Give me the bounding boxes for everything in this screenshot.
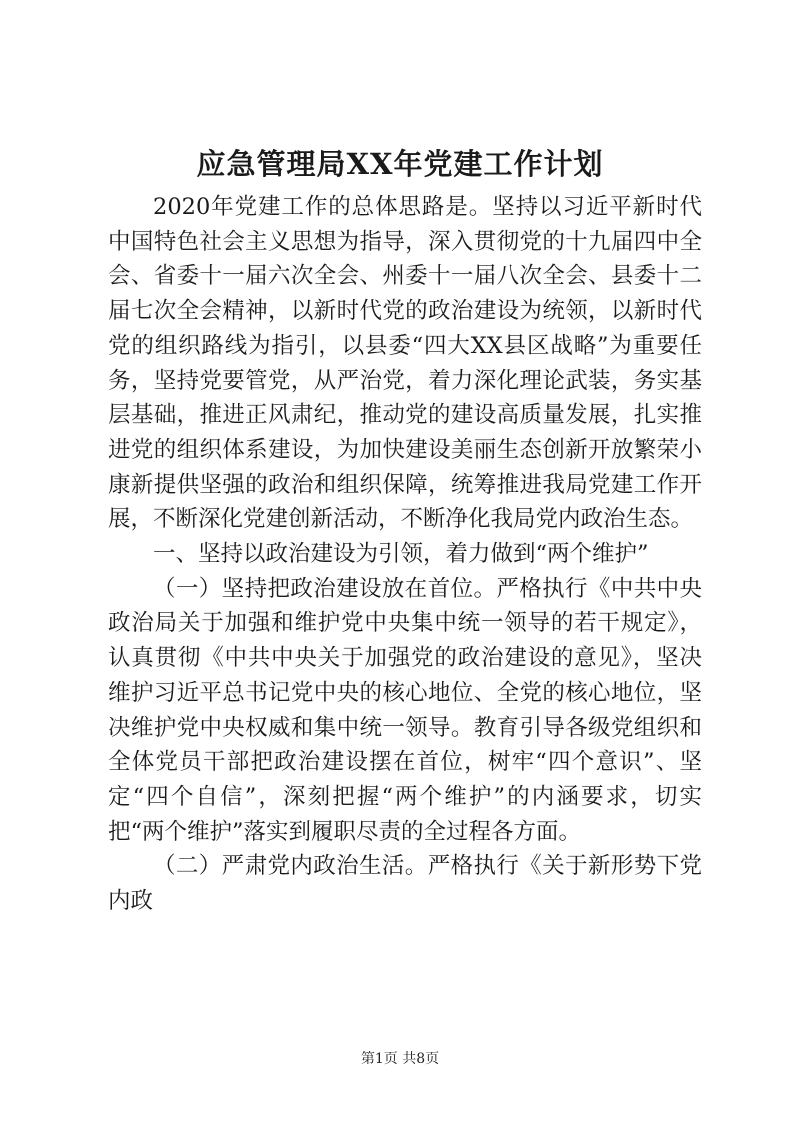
document-body	[108, 190, 702, 919]
document-title: 应急管理局XX年党建工作计划	[196, 147, 604, 181]
section-heading-1: 一、坚持以政治建设为引领，着力做到“两个维护”	[153, 541, 649, 568]
paragraph-political-building: （一）坚持把政治建设放在首位。严格执行《中共中央政治局关于加强和维护党中央集中统一领导的若干规定》，认真贯彻《中共中央关于加强党的政治建设的意见》，坚决维护习近平总书记党中央的核心地位、全党的核心地位，坚决维护党中央权威和集中统一领导。教育引导各级党组织和全体党员干部把政治建设摆在首位，树牢“四个意识”、坚定“四个自信”，深刻把握“两个维护”的内涵要求，切实把“两个维护”落实到履职尽责的全过程各方面。	[108, 575, 702, 845]
paragraph-intro: 2020年党建工作的总体思路是。坚持以习近平新时代中国特色社会主义思想为指导，深入贯彻党的十九届四中全会、省委十一届六次全会、州委十一届八次全会、县委十二届七次全会精神，以新时代党的政治建设为统领，以新时代党的组织路线为指引，以县委“四大XX县区战略”为重要任务，坚持党要管党，从严治党，着力深化理论武装，务实基层基础，推进正风肃纪，推动党的建设高质量发展，扎实推进党的组织体系建设，为加快建设美丽生态创新开放繁荣小康新提供坚强的政治和组织保障，统筹推进我局党建工作开展，不断深化党建创新活动，不断净化我局党内政治生态。	[108, 194, 702, 533]
paragraph-party-life: （二）严肃党内政治生活。严格执行《关于新形势下党内政	[108, 853, 702, 915]
page-footer: 第1页 共8页	[360, 1051, 440, 1067]
